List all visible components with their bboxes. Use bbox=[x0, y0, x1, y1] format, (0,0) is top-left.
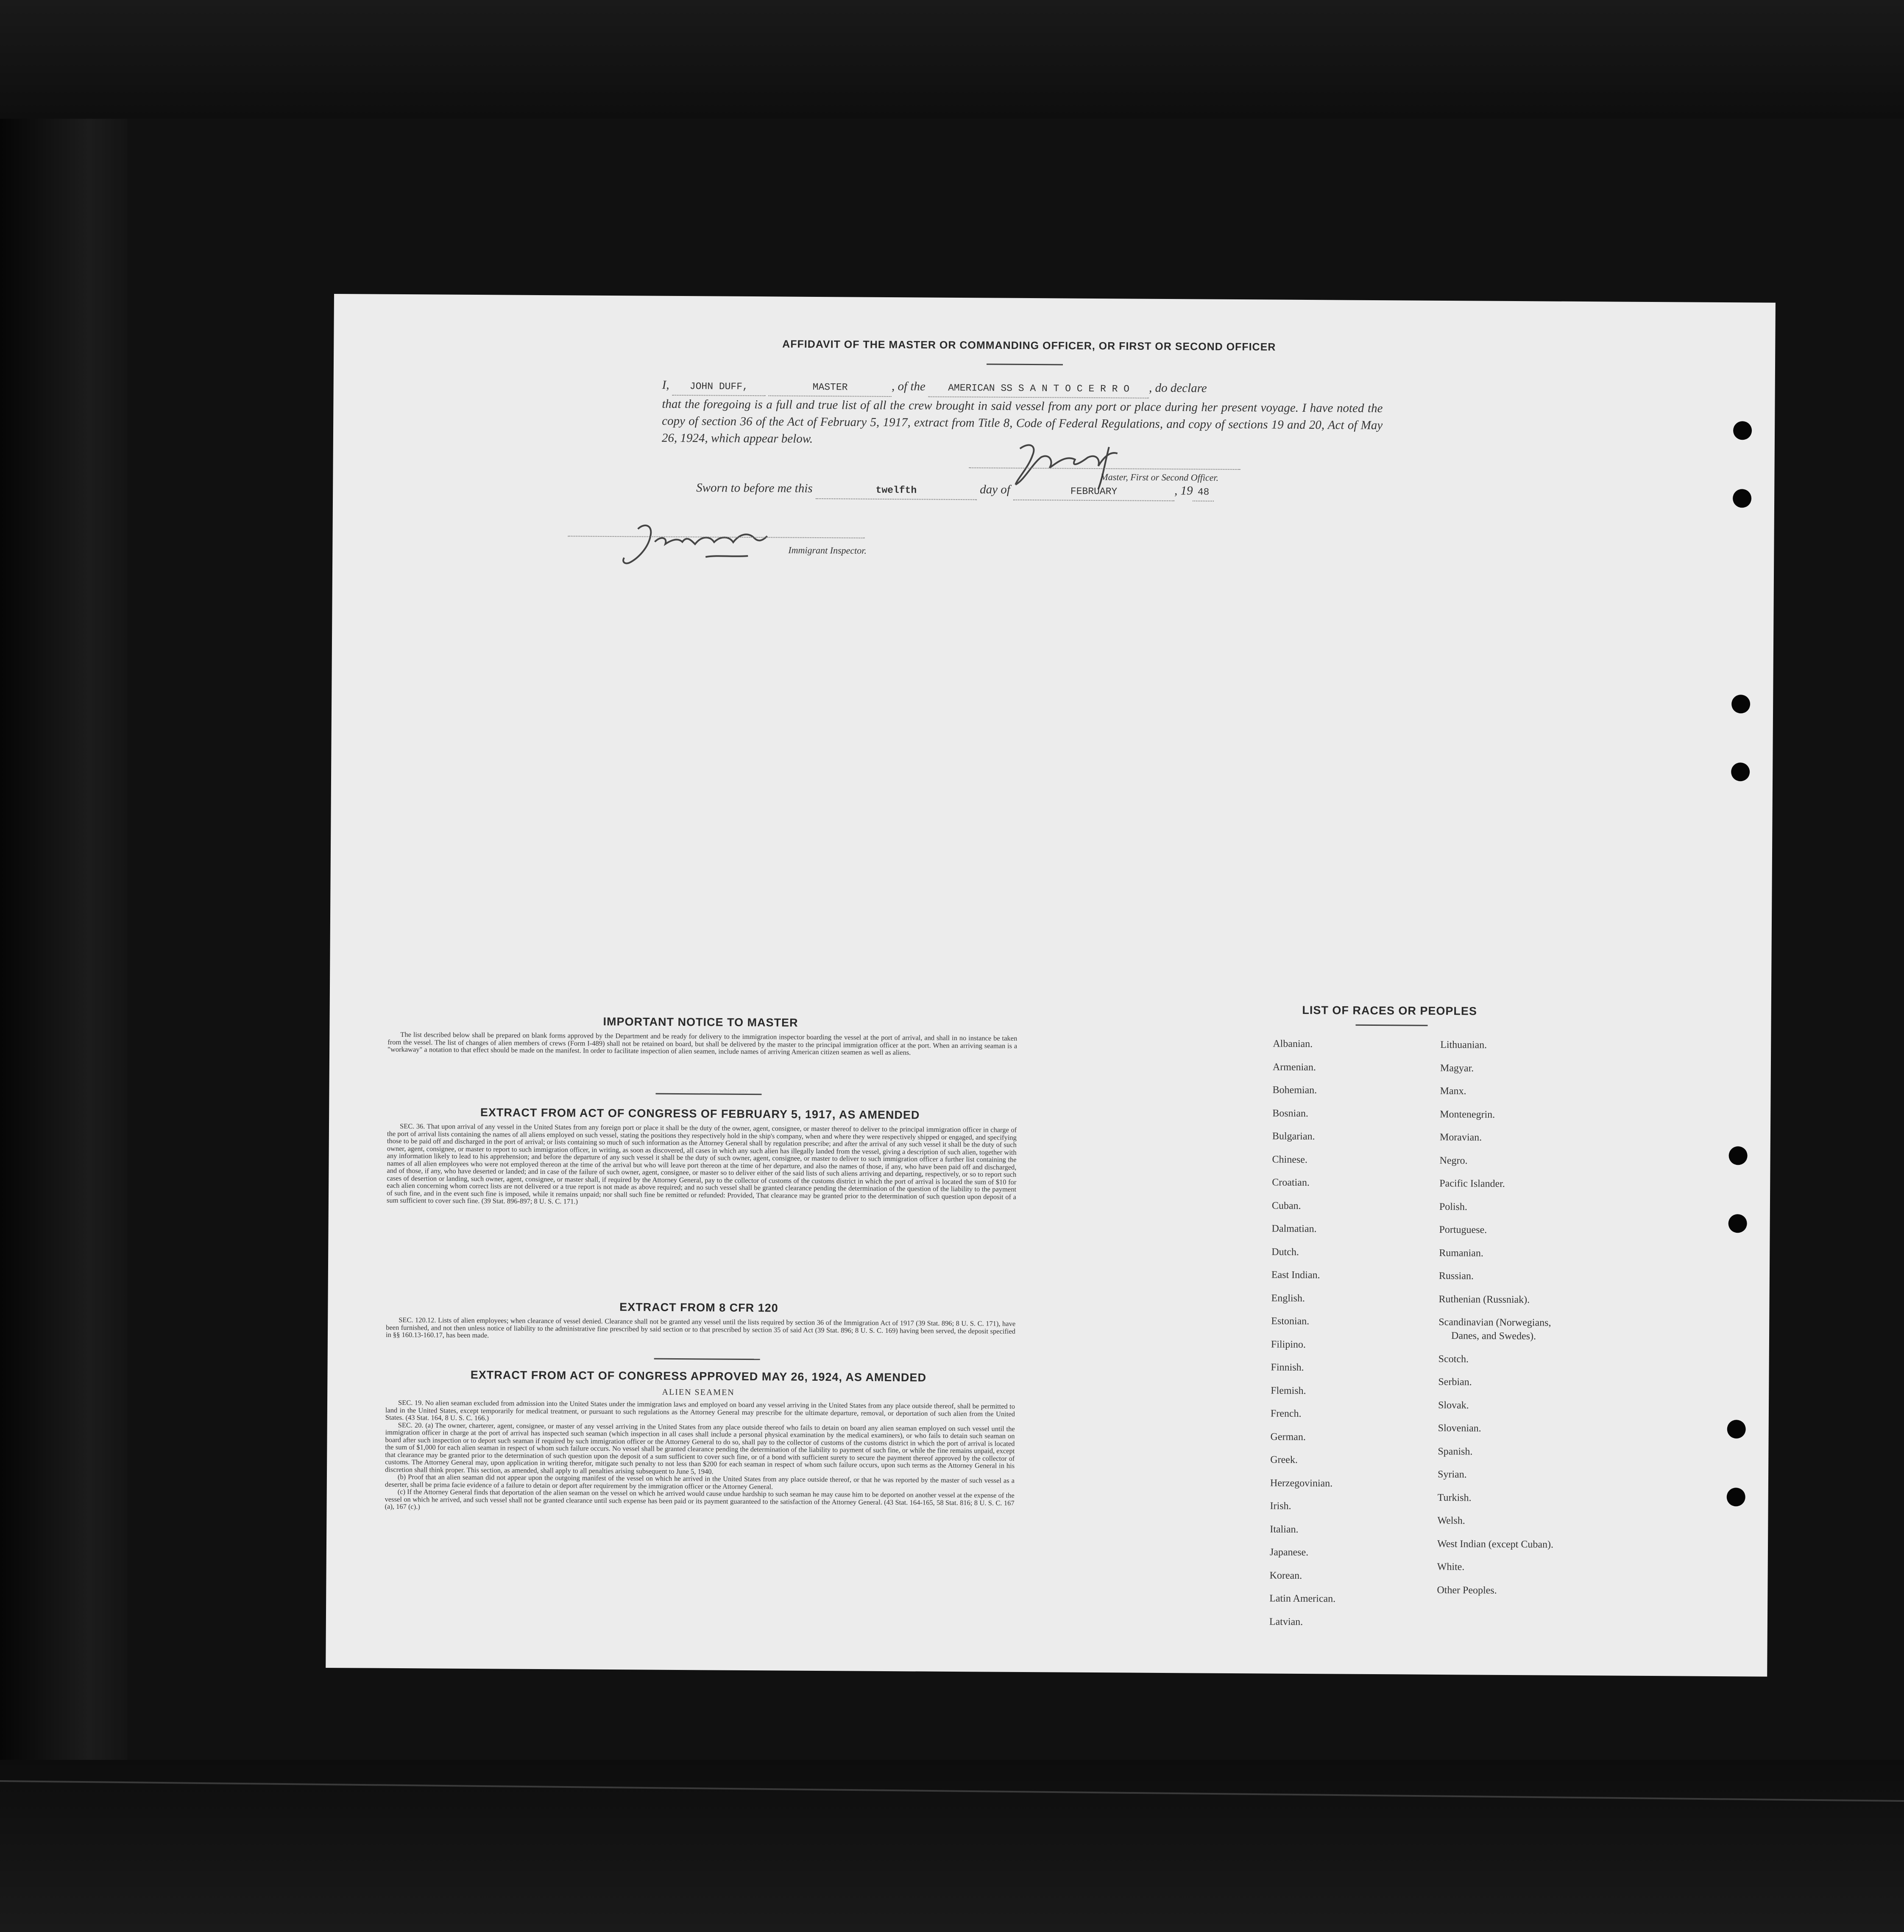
race-item: Montenegrin. bbox=[1440, 1108, 1495, 1120]
race-item: Armenian. bbox=[1272, 1061, 1316, 1073]
officer-name: JOHN DUFF, bbox=[672, 378, 766, 396]
officer-rank: MASTER bbox=[769, 378, 892, 397]
race-item: Flemish. bbox=[1271, 1385, 1306, 1396]
film-bottom-band bbox=[0, 1760, 1904, 1932]
punch-hole bbox=[1727, 1420, 1746, 1438]
race-item: West Indian (except Cuban). bbox=[1437, 1538, 1554, 1550]
race-item: Moravian. bbox=[1439, 1131, 1482, 1143]
punch-hole bbox=[1731, 762, 1750, 781]
races-title-rule bbox=[1356, 1025, 1428, 1026]
race-item: Russian. bbox=[1438, 1270, 1474, 1282]
sworn-month: FEBRUARY bbox=[1013, 483, 1174, 501]
race-item: Syrian. bbox=[1437, 1469, 1467, 1480]
notice-text: The list described below shall be prepared on blank forms approved by the Department and be ready for delivery to the immigration inspector boarding the vessel at the port of arrival, and shall in no instance be taken from the vessel. The list of changes of alien members of crews (Form I-489) shall not be retained on board, but shall be delivered by the master to the principal immigration officer at the port. When an arriving seaman is a "workaway" a notation to that effect should be made on the manifest. In order to facilitate inspection of alien seamen, include names of arriving American citizen seamen as well as aliens. bbox=[387, 1030, 1018, 1057]
race-item: Albanian. bbox=[1273, 1038, 1313, 1050]
race-item: Finnish. bbox=[1271, 1362, 1304, 1374]
race-item: Slovak. bbox=[1438, 1399, 1469, 1411]
notice-rule bbox=[655, 1093, 761, 1095]
race-item: Danes, and Swedes). bbox=[1451, 1330, 1536, 1342]
race-item: White. bbox=[1437, 1561, 1465, 1573]
extract-1924-title: EXTRACT FROM ACT OF CONGRESS APPROVED MAY 26, 1924, AS AMENDED bbox=[470, 1368, 927, 1384]
race-item: Polish. bbox=[1439, 1201, 1468, 1212]
affidavit-body: that the foregoing is a full and true list of all the crew brought in said vessel from any port or place during her present voyage. I have noted the copy of section 36 of the Act of February 5, 1917, extract from Title 8, Code of Federal Regulations, and copy of sections 19 and 20, Act of May 26, 1924, which appear below. bbox=[661, 397, 1383, 446]
extract-1917-title: EXTRACT FROM ACT OF CONGRESS OF FEBRUARY 5, 1917, AS AMENDED bbox=[480, 1106, 920, 1122]
inspector-signature-label: Immigrant Inspector. bbox=[788, 544, 867, 556]
film-left-margin bbox=[0, 0, 127, 1932]
extract-1924-text: SEC. 19. No alien seaman excluded from admission into the United States under the immigration laws and employed on board any vessel arriving in the United States from any place outside thereof, shall be permitted to land in the United States, except temporarily for medical treatment, or pursuant to such regulations as the Attorney General may prescribe for the ultimate departure, removal, or deportation of such alien from the United States. (43 Stat. 164, 8 U. S. C. 166.) SEC. 20. (a) The owner, charterer, agent, consignee, or master of any vessel arriving in the United States from any place outside thereof who fails to detain on board any alien seaman employed on such vessel until the immigration officer in charge at the port of arrival has inspected such seaman (which inspection in all cases shall include a personal physical examination by the medical examiners), or who fails to detain such seaman on board after such inspection or to deport such seaman if required by such immigration officer or the Attorney General to do so, shall pay to the collector of customs of the customs district in which the port of arrival is located the sum of $1,000 for each alien seaman in respect of whom such failure occurs. No vessel shall be granted clearance pending the determination of the liability to payment of such fine, or while the fine remains unpaid, except that clearance may be granted prior to the determination of such question upon the deposit of a sum sufficient to cover such fine, or of a bond with sufficient surety to secure the payment thereof approved by the collector of customs. The Attorney General may, upon application in writing therefor, mitigate such penalty to not less than $200 for each seaman in respect of whom such failure occurs, upon such terms as the Attorney General in his discretion shall think proper. This section, as amended, shall apply to all penalties arising subsequent to June 5, 1940. (b) Proof that an alien seaman did not appear upon the outgoing manifest of the vessel on which he arrived in the United States from any place outside thereof, or that he was reported by the master of such vessel as a deserter, shall be prima facie evidence of a failure to detain or deport after requirement by the immigration officer or the Attorney General. (c) If the Attorney General finds that deportation of the alien seaman on the vessel on which he arrived would cause undue hardship to such seaman he may cause him to be deported on another vessel at the expense of the vessel on which he arrived, and such vessel shall not be granted clearance until such expense has been paid or its payment guaranteed to the satisfaction of the Attorney General. (43 Stat. 164-165, 58 Stat. 816; 8 U. S. C. 167 (a), 167 (c).) bbox=[385, 1398, 1015, 1511]
race-item: Greek. bbox=[1270, 1454, 1298, 1466]
extract-1917-text: SEC. 36. That upon arrival of any vessel in the United States from any foreign port or place it shall be the duty of the owner, agent, consignee, or master thereof to deliver to the principal immigration officer in charge of the port of arrival lists containing the names of all aliens employed on such vessel, stating the positions they respectively hold in the ship's company, when and where they were respectively shipped or engaged, and specifying those to be paid off and discharged in the port of arrival; or lists containing so much of such information as the Attorney General shall by regulation prescribe; and after the arrival of any such vessel it shall be the duty of such owner, agent, consignee, or master to report to such immigration officer, in writing, as soon as discovered, all cases in which any such alien has illegally landed from the vessel, giving a description of such alien, together with any information likely to lead to his apprehension; and before the departure of any such vessel it shall be the duty of such owner, agent, consignee, or master to deliver to such immigration officer a further list containing the names of all alien employees who were not employed thereon at the time of the arrival but who will leave port thereon at the time of her departure, and also the names of those, if any, who have been paid off and discharged, and of those, if any, who have deserted or landed; and in case of the failure of such owner, agent, consignee, or master so to deliver either of the said lists of such aliens arriving and departing, respectively, or so to report such cases of desertion or landing, such owner, agent, consignee, or master shall, if required by the Attorney General, pay to the collector of customs of the customs district in which the port of arrival is located the sum of $10 for each alien concerning whom correct lists are not delivered or a true report is not made as above required; and no such vessel shall be granted clearance pending the determination of the question of the liability to the payment of such fine, and in the event such fine is imposed, while it remains unpaid; nor shall such fine be remitted or refunded: Provided, That clearance may be granted prior to the determination of such question upon deposit of a sum sufficient to cover such fine. (39 Stat. 896-897; 8 U. S. C. 171.) bbox=[386, 1122, 1017, 1206]
extract-cfr-title: EXTRACT FROM 8 CFR 120 bbox=[619, 1301, 778, 1315]
race-item: Estonian. bbox=[1271, 1315, 1310, 1327]
race-item: Portuguese. bbox=[1439, 1224, 1487, 1236]
race-item: Cuban. bbox=[1271, 1200, 1301, 1212]
punch-hole bbox=[1727, 1488, 1745, 1506]
sworn-prefix: Sworn to before me this bbox=[696, 481, 813, 495]
affidavit-title: AFFIDAVIT OF THE MASTER OR COMMANDING OFFICER, OR FIRST OR SECOND OFFICER bbox=[782, 338, 1276, 353]
vessel-name: AMERICAN SS S A N T O C E R R O bbox=[928, 380, 1149, 399]
of-the-text: , of the bbox=[892, 380, 926, 394]
race-item: Irish. bbox=[1270, 1500, 1291, 1512]
race-item: German. bbox=[1270, 1431, 1306, 1443]
races-column-2 bbox=[334, 294, 1776, 303]
race-item: Scandinavian (Norwegians, bbox=[1438, 1316, 1551, 1329]
race-item: Welsh. bbox=[1437, 1515, 1465, 1527]
extract-cfr-rule bbox=[654, 1358, 760, 1360]
extract-cfr-text: SEC. 120.12. Lists of alien employees; when clearance of vessel denied. Clearance shall not be granted any vessel until the lists required by section 36 of the Immigration Act of 1917 (39 Stat. 896; 8 U. S. C. 171), have been furnished, and not then unless notice of liability to the administrative fine prescribed by said section or to that prescribed by section 35 of said Act (39 Stat. 896; 8 U. S. C. 169) having been served, the deposit specified in §§ 160.13-160.17, has been made. bbox=[385, 1315, 1016, 1340]
races-title: LIST OF RACES OR PEOPLES bbox=[1302, 1003, 1477, 1018]
sworn-year: 48 bbox=[1193, 483, 1214, 501]
extract-1924-subtitle: ALIEN SEAMEN bbox=[662, 1387, 735, 1397]
inspector-signature-icon bbox=[612, 516, 791, 572]
race-item: Magyar. bbox=[1440, 1062, 1474, 1074]
day-of-text: day of bbox=[980, 483, 1010, 497]
affidavit-line-prefix: I, bbox=[662, 378, 669, 392]
race-item: Dalmatian. bbox=[1271, 1223, 1317, 1235]
year-prefix: , 19 bbox=[1174, 484, 1193, 498]
punch-hole bbox=[1733, 489, 1751, 508]
race-item: Chinese. bbox=[1272, 1154, 1307, 1165]
punch-hole bbox=[1729, 1146, 1748, 1165]
race-item: Filipino. bbox=[1271, 1339, 1306, 1350]
sworn-day: twelfth bbox=[816, 481, 977, 500]
race-item: Slovenian. bbox=[1438, 1422, 1481, 1434]
race-item: Lithuanian. bbox=[1440, 1039, 1487, 1051]
race-item: Latvian. bbox=[1269, 1616, 1303, 1628]
master-signature-label: Master, First or Second Officer. bbox=[1100, 472, 1219, 483]
affidavit-title-rule bbox=[987, 363, 1063, 365]
race-item: East Indian. bbox=[1271, 1269, 1320, 1281]
races-column-1 bbox=[334, 294, 1776, 303]
race-item: Bohemian. bbox=[1272, 1084, 1317, 1096]
race-item: Bosnian. bbox=[1272, 1108, 1308, 1119]
race-item: Dutch. bbox=[1271, 1246, 1299, 1258]
punch-hole bbox=[1731, 695, 1750, 713]
race-item: Negro. bbox=[1439, 1155, 1468, 1166]
race-item: Spanish. bbox=[1438, 1446, 1473, 1457]
race-item: French. bbox=[1270, 1408, 1302, 1419]
punch-hole bbox=[1733, 421, 1752, 440]
race-item: Pacific Islander. bbox=[1439, 1178, 1505, 1189]
race-item: Other Peoples. bbox=[1437, 1584, 1497, 1596]
race-item: Latin American. bbox=[1269, 1593, 1336, 1605]
race-item: Serbian. bbox=[1438, 1376, 1472, 1388]
sworn-line bbox=[696, 479, 1332, 502]
race-item: Bulgarian. bbox=[1272, 1131, 1315, 1142]
notice-title: IMPORTANT NOTICE TO MASTER bbox=[603, 1015, 798, 1029]
race-item: Italian. bbox=[1270, 1524, 1299, 1535]
race-item: Scotch. bbox=[1438, 1353, 1469, 1365]
race-item: Ruthenian (Russniak). bbox=[1438, 1293, 1530, 1305]
document-page bbox=[326, 294, 1776, 1677]
race-item: Korean. bbox=[1269, 1570, 1302, 1581]
race-item: Turkish. bbox=[1437, 1492, 1472, 1503]
race-item: Croatian. bbox=[1272, 1177, 1310, 1189]
race-item: Manx. bbox=[1440, 1085, 1466, 1097]
film-top-band bbox=[0, 0, 1904, 119]
race-item: English. bbox=[1271, 1293, 1305, 1304]
race-item: Japanese. bbox=[1269, 1547, 1309, 1558]
race-item: Rumanian. bbox=[1439, 1247, 1483, 1259]
race-item: Herzegovinian. bbox=[1270, 1477, 1333, 1489]
punch-hole bbox=[1728, 1214, 1747, 1233]
do-declare-text: , do declare bbox=[1149, 381, 1207, 395]
